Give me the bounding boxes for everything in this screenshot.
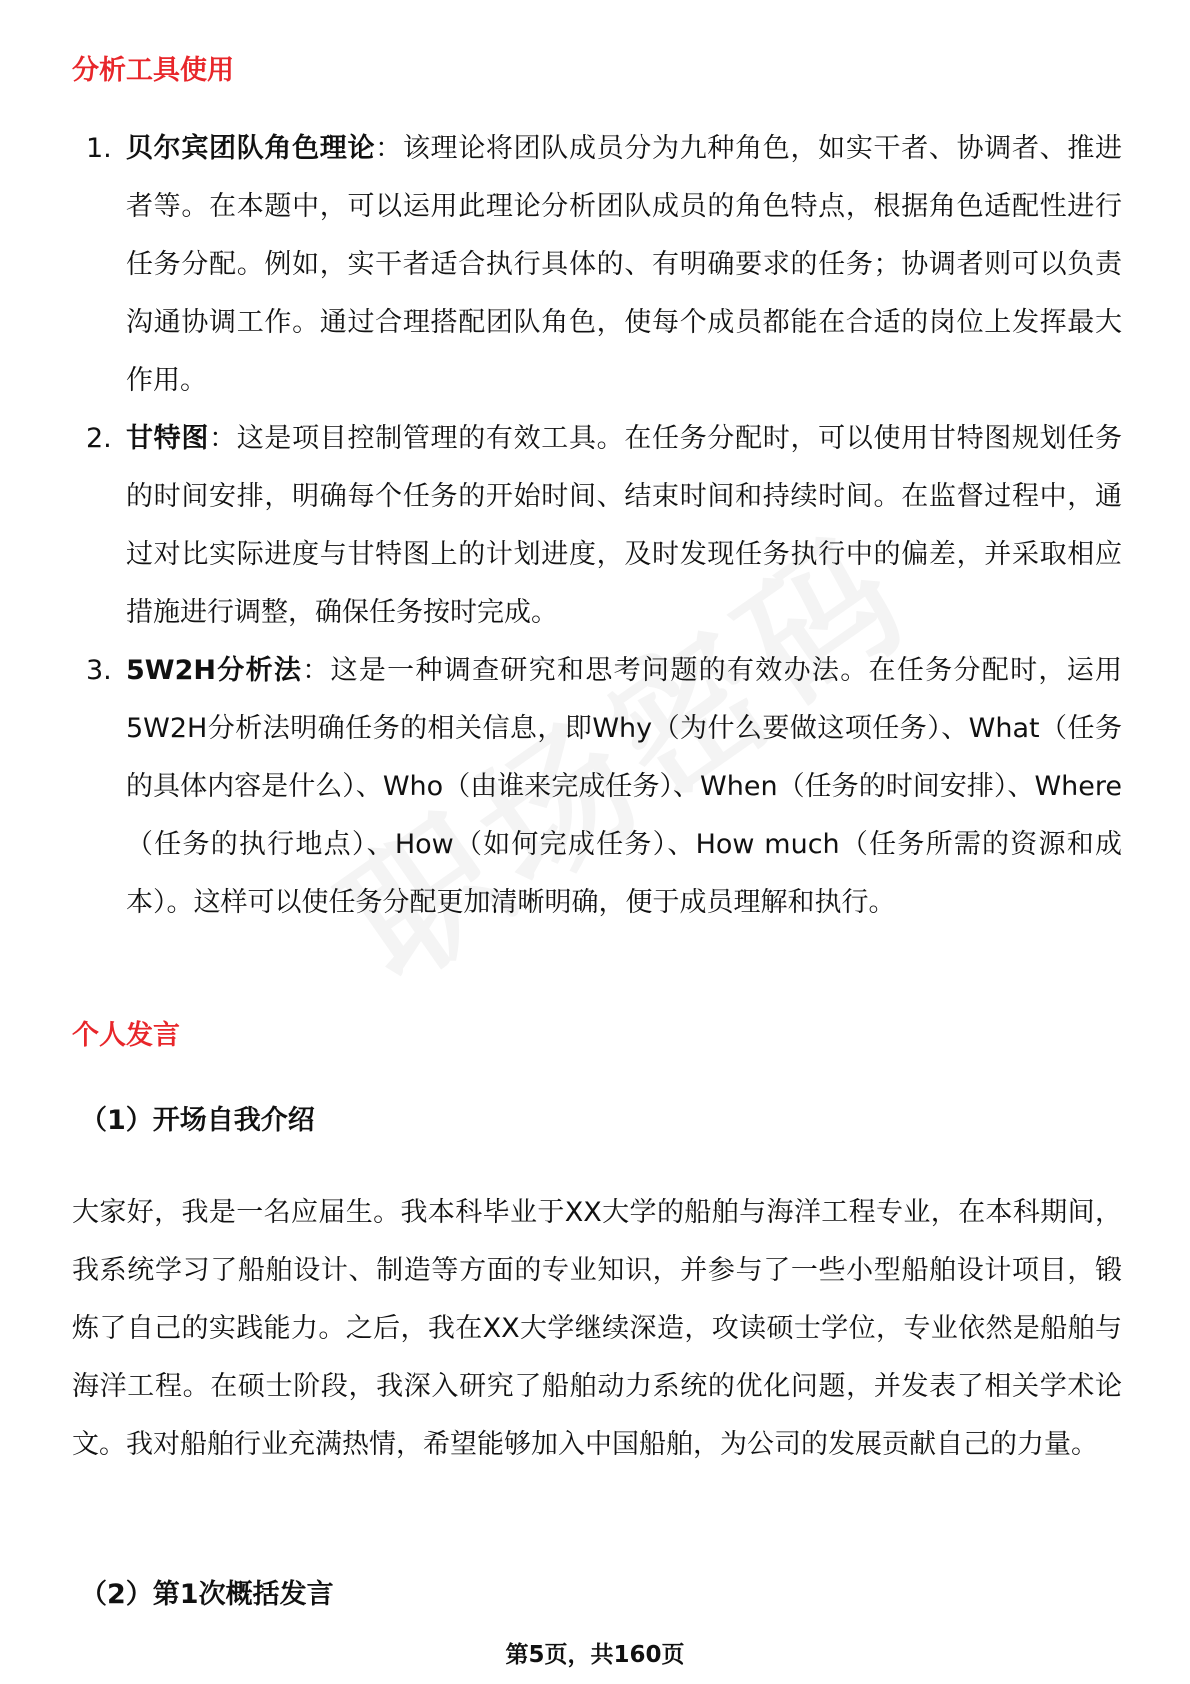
tools-list xyxy=(72,120,1122,932)
subsection-title-first-summary: （2）第1次概括发言 xyxy=(80,1579,334,1610)
list-number: 1. xyxy=(86,133,112,164)
list-item xyxy=(72,410,1122,642)
tool-name: 甘特图 xyxy=(126,423,210,454)
list-item xyxy=(72,642,1122,932)
list-number: 3. xyxy=(86,655,112,686)
tool-separator: ： xyxy=(375,133,403,164)
list-item xyxy=(72,120,1122,410)
section-title-personal-speech: 个人发言 xyxy=(72,1020,180,1051)
list-number: 2. xyxy=(86,423,112,454)
tool-description: 这是一种调查研究和思考问题的有效办法。在任务分配时，运用5W2H分析法明确任务的相关信息，即Why（为什么要做这项任务）、What（任务的具体内容是什么）、Who（由谁来完成任务）、When（任务的时间安排）、Where（任务的执行地点）、How（如何完成任务）、How much（任务所需的资源和成本）。这样可以使任务分配更加清晰明确，便于成员理解和执行。 xyxy=(126,655,1123,918)
tool-name: 5W2H分析法 xyxy=(126,655,303,686)
intro-paragraph: 大家好，我是一名应届生。我本科毕业于XX大学的船舶与海洋工程专业，在本科期间，我系统学习了船舶设计、制造等方面的专业知识，并参与了一些小型船舶设计项目，锻炼了自己的实践能力。之后，我在XX大学继续深造，攻读硕士学位，专业依然是船舶与海洋工程。在硕士阶段，我深入研究了船舶动力系统的优化问题，并发表了相关学术论文。我对船舶行业充满热情，希望能够加入中国船舶，为公司的发展贡献自己的力量。 xyxy=(72,1197,1122,1460)
page-footer: 第5页，共160页 xyxy=(505,1642,685,1668)
section-title-analysis-tools: 分析工具使用 xyxy=(72,55,234,86)
tool-separator: ： xyxy=(302,655,331,686)
tool-description: 这是项目控制管理的有效工具。在任务分配时，可以使用甘特图规划任务的时间安排，明确每个任务的开始时间、结束时间和持续时间。在监督过程中，通过对比实际进度与甘特图上的计划进度，及时发现任务执行中的偏差，并采取相应措施进行调整，确保任务按时完成。 xyxy=(126,423,1123,628)
subsection-title-self-intro: （1）开场自我介绍 xyxy=(80,1105,315,1136)
tool-description: 该理论将团队成员分为九种角色，如实干者、协调者、推进者等。在本题中，可以运用此理论分析团队成员的角色特点，根据角色适配性进行任务分配。例如，实干者适合执行具体的、有明确要求的任务；协调者则可以负责沟通协调工作。通过合理搭配团队角色，使每个成员都能在合适的岗位上发挥最大作用。 xyxy=(126,133,1123,396)
tool-separator: ： xyxy=(209,423,237,454)
tool-name: 贝尔宾团队角色理论 xyxy=(126,133,376,164)
